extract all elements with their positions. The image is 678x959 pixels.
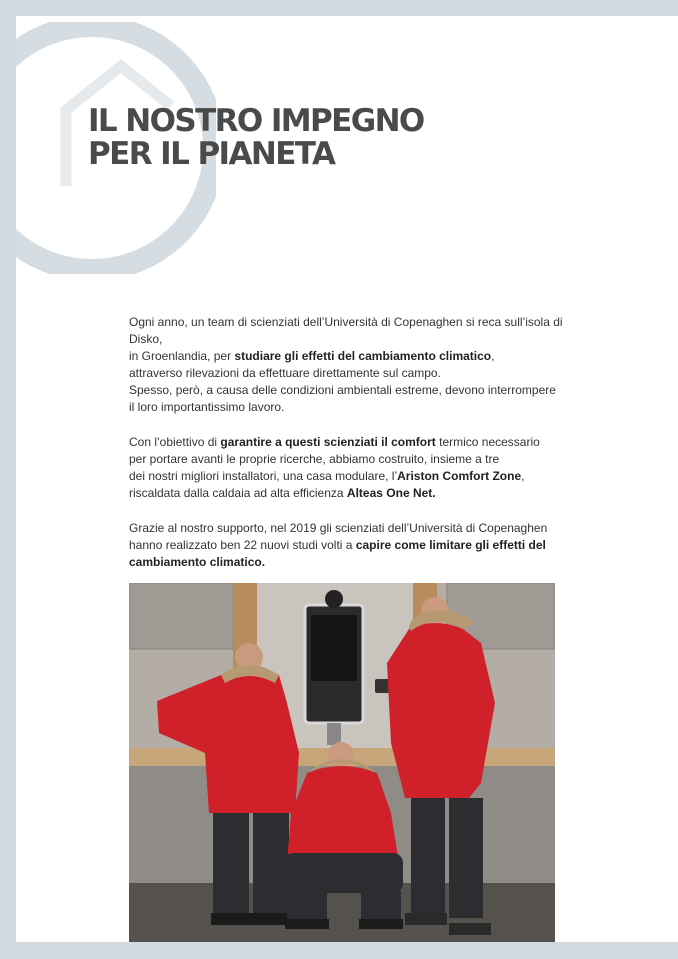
cabinet-left-upper [129,583,233,649]
p2-line-4-start: riscaldata dalla caldaia ad alta efficienza [129,486,347,500]
p3-highlight-end: cambiamento climatico. [129,555,266,569]
p1-line-1: Ogni anno, un team di scienziati dell’Università di Copenaghen si reca sull’isola di Disko, [129,315,563,346]
title-line-2: PER IL PIANETA [88,136,335,172]
document-page [16,16,678,942]
p2-highlight-alteas: Alteas One Net. [346,486,436,500]
p2-highlight-comfort: garantire a questi scienziati il comfort [220,435,436,449]
paragraph-3 [129,520,589,571]
p2-line-2: per portare avanti le proprie ricerche, abbiamo costruito, insieme a tre [129,452,500,466]
p1-line-2-end: , [491,349,495,363]
p1-line-3: attraverso rilevazioni da effettuare direttamente sul campo. [129,366,441,380]
p3-line-2-start: hanno realizzato ben 22 nuovi studi volti a [129,538,356,552]
paragraph-2 [129,434,589,502]
p3-highlight: capire come limitare gli effetti del [355,538,546,552]
bottom-band [0,942,678,959]
body-text [129,314,589,589]
p2-line-3-end: , [521,469,525,483]
team-photo-illustration [129,583,555,942]
p2-line-1-start: Con l’obiettivo di [129,435,221,449]
page-title [88,105,424,171]
team-photo [129,583,555,942]
p2-line-3-start: dei nostri migliori installatori, una casa modulare, l’ [129,469,398,483]
paragraph-1 [129,314,589,416]
p3-line-1: Grazie al nostro supporto, nel 2019 gli scienziati dell’Università di Copenaghen [129,521,548,535]
title-line-1: IL NOSTRO IMPEGNO [88,103,424,139]
p1-line-5: il loro importantissimo lavoro. [129,400,285,414]
p2-line-1-end: termico necessario [435,435,540,449]
p1-line-2-start: in Groenlandia, per [129,349,235,363]
p1-line-4: Spesso, però, a causa delle condizioni ambientali estreme, devono interrompere [129,383,556,397]
p2-highlight-comfort-zone: Ariston Comfort Zone [397,469,522,483]
p1-highlight: studiare gli effetti del cambiamento climatico [234,349,492,363]
